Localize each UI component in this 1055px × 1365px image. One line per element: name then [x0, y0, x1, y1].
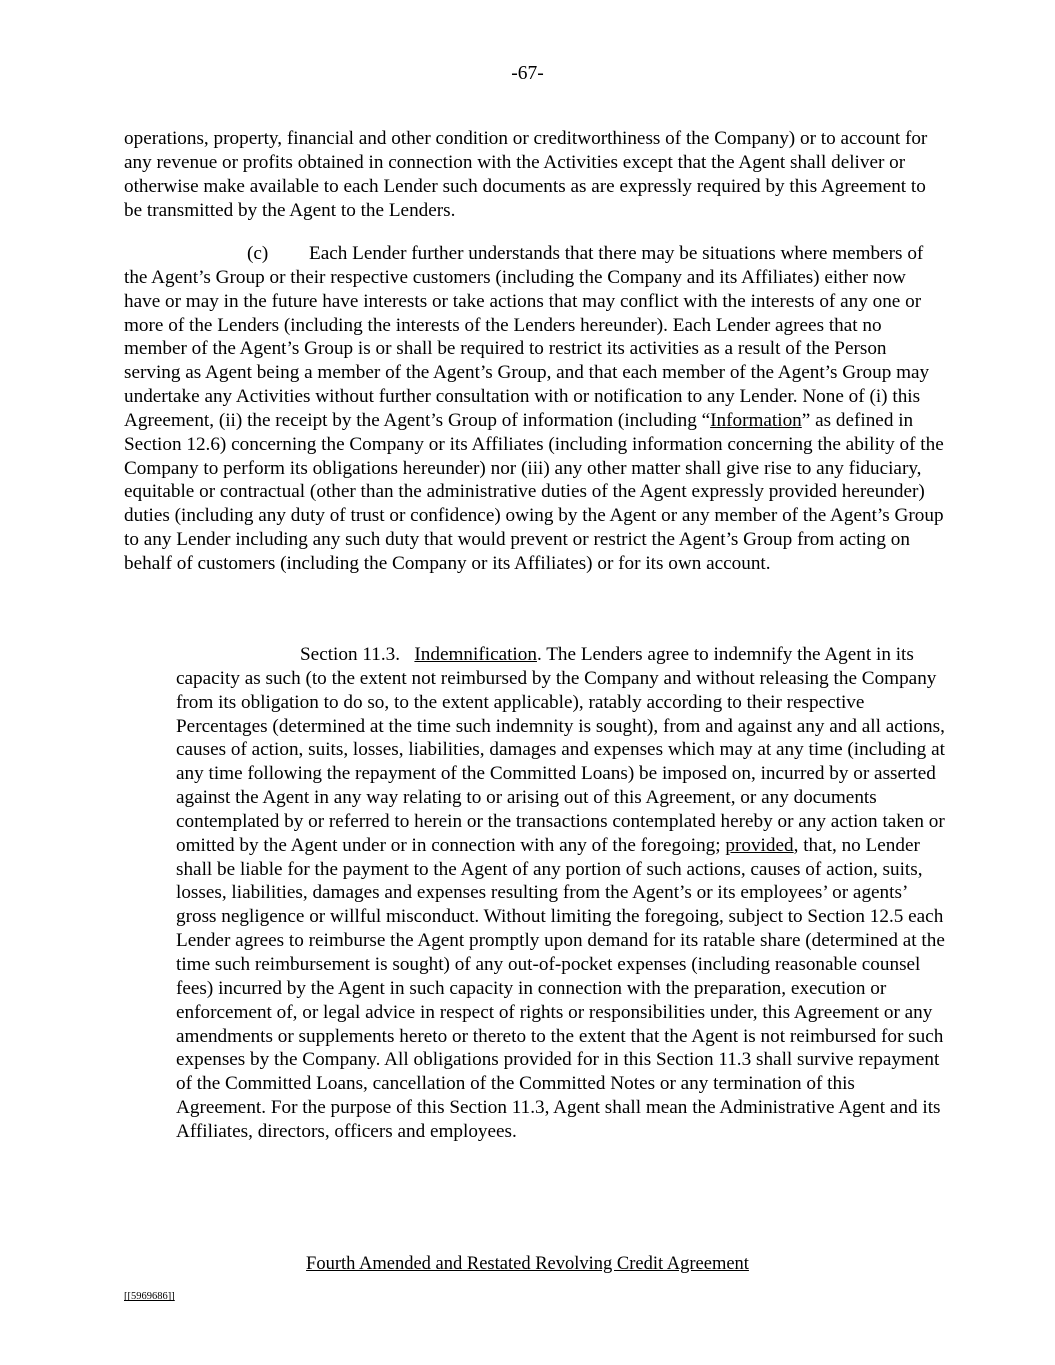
indent [176, 644, 300, 665]
clause-text-after: ” as defined in Section 12.6) concerning the Company or its Affiliates (including information concerning the ability of the Company to perform its obligations hereunder) nor (iii) any other matter shall give rise to any fiduciary, equitable or contractual (other than the administrative duties of the Agent expressly provided hereunder) duties (including any duty of trust or confidence) owing by the Agent or any member of the Agent’s Group to any Lender including any such duty that would prevent or restrict the Agent’s Group from acting on behalf of customers (including the Company or its Affiliates) or for its own account. [124, 409, 944, 574]
section-number: Section 11.3. [300, 644, 401, 665]
provided-term: provided [725, 834, 794, 856]
section-heading-period: . [536, 644, 542, 665]
clause-text-before: Each Lender further understands that there may be situations where members of the Agent’s Group or their respective customers (including the Company and its Affiliates) either now have or may in the future have interests or take actions that may conflict with the interests of any one or more of the Lenders (including the interests of the Lenders hereunder). Each Lender agrees that no member of the Agent’s Group is or shall be required to restrict its activities as a result of the Person serving as Agent being a member of the Agent’s Group, and that each member of the Agent’s Group may undertake any Activities without further consultation with or notification to any Lender. None of (i) this Agreement, (ii) the receipt by the Agent’s Group of information (including “ [124, 243, 930, 431]
indent [124, 243, 247, 264]
section-text-after: , that, no Lender shall be liable for the payment to the Agent of any portion of such actions, causes of action, suits, losses, liabilities, damages and expenses resulting from the Agent’s or its employees’ or agents’ gross negligence or willful misconduct. Without limiting the foregoing, subject to Section 12.5 each Lender agrees to reimburse the Agent promptly upon demand for its ratable share (determined at the time such reimbursement is sought) of any out-of-pocket expenses (including reasonable counsel fees) incurred by the Agent in such capacity in connection with the preparation, execution or enforcement of, or legal advice in respect of rights or responsibilities under, this Agreement or any amendments or supplements hereto or thereto to the extent that the Agent is not reimbursed for such expenses by the Company. All obligations provided for in this Section 11.3 shall survive repayment of the Committed Loans, cancellation of the Committed Notes or any termination of this Agreement. For the purpose of this Section 11.3, Agent shall mean the Administrative Agent and its Affiliates, directors, officers and employees. [176, 834, 945, 1142]
section-11-3 [176, 643, 946, 1144]
document-id: [[5969686]] [124, 1291, 175, 1302]
defined-term-information: Information [710, 409, 802, 431]
page-number: -67- [511, 63, 544, 84]
paragraph-c [124, 242, 944, 576]
section-heading: Indemnification [414, 644, 537, 665]
clause-marker: (c) [247, 243, 269, 264]
footer-agreement-title: Fourth Amended and Restated Revolving Credit Agreement [306, 1254, 749, 1274]
paragraph-continuation: operations, property, financial and other condition or creditworthiness of the Company) or to account for any revenue or profits obtained in connection with the Activities except that the Agent shall deliver or otherwise make available to each Lender such documents as are expressly required by this Agreement to be transmitted by the Agent to the Lenders. [124, 128, 928, 221]
section-text-before: The Lenders agree to indemnify the Agent in its capacity as such (to the extent not reimbursed by the Company and without releasing the Company from its obligation to do so, to the extent applicable), ratably according to their respective Percentages (determined at the time such indemnity is sought), from and against any and all actions, causes of action, suits, losses, liabilities, damages and expenses which may at any time (including at any time following the repayment of the Committed Loans) be imposed on, incurred by or asserted against the Agent in any way relating to or arising out of this Agreement, or any documents contemplated by or referred to herein or the transactions contemplated hereby or any action taken or omitted by the Agent under or in connection with any of the foregoing; [176, 644, 945, 856]
